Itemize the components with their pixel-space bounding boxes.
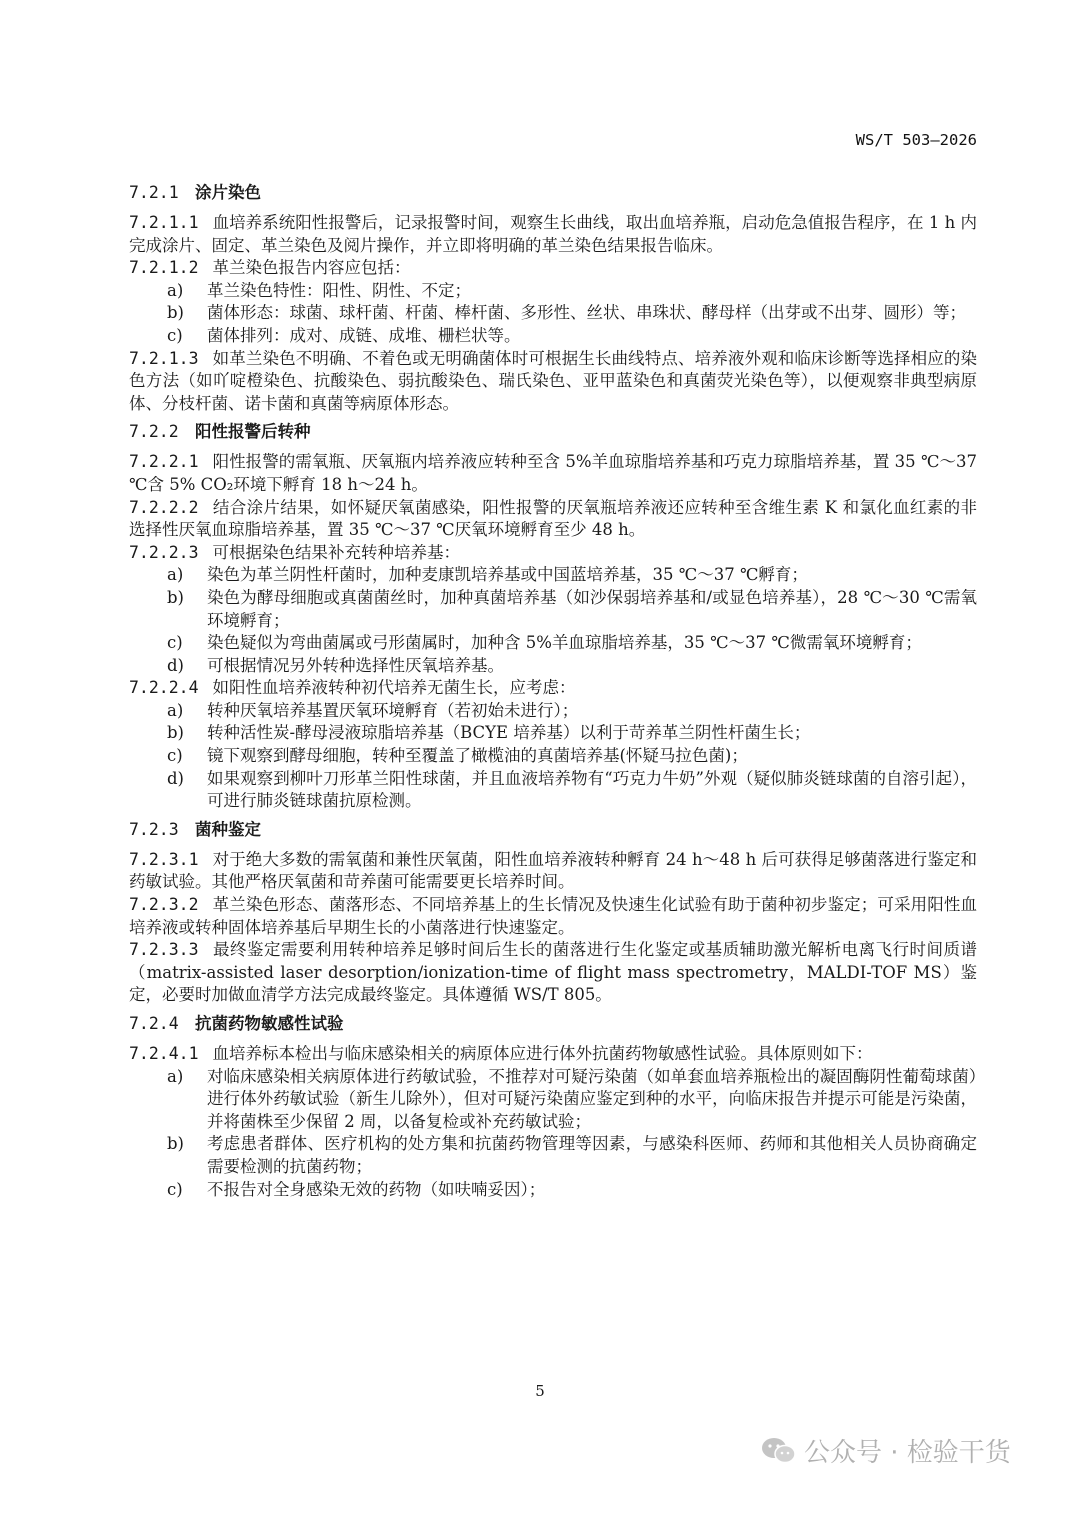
list-item-text: 转种厌氧培养基置厌氧环境孵育（若初始未进行）； — [207, 700, 579, 720]
page-number: 5 — [535, 1382, 545, 1400]
list-item — [129, 745, 977, 768]
list-item-text: 不报告对全身感染无效的药物（如呋喃妥因）； — [207, 1179, 546, 1199]
list-marker: b) — [167, 587, 184, 607]
section-title: 阳性报警后转种 — [195, 422, 311, 442]
watermark — [760, 1432, 1011, 1469]
list-item — [129, 325, 977, 348]
section-heading — [129, 182, 977, 206]
list-item — [129, 700, 977, 723]
list-item-text: 菌体形态：球菌、球杆菌、杆菌、棒杆菌、多形性、丝状、串珠状、酵母样（出芽或不出芽、圆形）等； — [207, 303, 966, 323]
list-item — [129, 280, 977, 303]
list-marker: b) — [167, 723, 184, 743]
list-item-text: 对临床感染相关病原体进行药敏试验，不推荐对可疑污染菌（如单套血培养瓶检出的凝固酶阴性葡萄球菌）进行体外药敏试验（新生儿除外），但对可疑污染菌应鉴定到种的水平，向临床报告并提示可能是污染菌，并将菌株至少保留 2 周，以备复检或补充药敏试验； — [207, 1066, 977, 1131]
list-item — [129, 1133, 977, 1178]
section-title: 菌种鉴定 — [195, 819, 261, 839]
clause-text: 阳性报警的需氧瓶、厌氧瓶内培养液应转种至含 5%羊血琼脂培养基和巧克力琼脂培养基，置 35 ℃～37 ℃含 5% CO₂环境下孵育 18 h～24 h。 — [129, 452, 977, 494]
list-item — [129, 1066, 977, 1134]
list-marker: d) — [167, 768, 184, 788]
clause-paragraph — [129, 497, 977, 542]
section-title: 涂片染色 — [195, 183, 261, 202]
clause-text: 血培养系统阳性报警后，记录报警时间，观察生长曲线，取出血培养瓶，启动危急值报告程序，在 1 h 内完成涂片、固定、革兰染色及阅片操作，并立即将明确的革兰染色结果报告临床。 — [129, 213, 977, 255]
clause-paragraph — [129, 257, 977, 280]
list-item — [129, 302, 977, 325]
list-marker: b) — [167, 303, 184, 323]
clause-text: 血培养标本检出与临床感染相关的病原体应进行体外抗菌药物敏感性试验。具体原则如下： — [212, 1044, 873, 1063]
list-item-text: 如果观察到柳叶刀形革兰阳性球菌，并且血液培养物有“巧克力牛奶”外观（疑似肺炎链球菌的自溶引起），可进行肺炎链球菌抗原检测。 — [207, 768, 977, 811]
section-number: 7.2.4 — [129, 1014, 179, 1033]
clause-paragraph — [129, 677, 977, 700]
list-item — [129, 722, 977, 745]
standard-code: WS/T 503—2026 — [855, 131, 977, 149]
clause-text: 对于绝大多数的需氧菌和兼性厌氧菌，阳性血培养液转种孵育 24 h～48 h 后可获得足够菌落进行鉴定和药敏试验。其他严格厌氧菌和苛养菌可能需要更长培养时间。 — [129, 849, 977, 892]
clause-paragraph — [129, 212, 977, 257]
clause-text: 结合涂片结果，如怀疑厌氧菌感染，阳性报警的厌氧瓶培养液还应转种至含维生素 K 和氯化血红素的非选择性厌氧血琼脂培养基，置 35 ℃～37 ℃厌氧环境孵育至少 48 h。 — [129, 497, 977, 540]
list-item-text: 可根据情况另外转种选择性厌氧培养基。 — [207, 655, 504, 675]
list-item-text: 菌体排列：成对、成链、成堆、栅栏状等。 — [207, 325, 521, 345]
clause-number: 7.2.3.2 — [129, 895, 199, 915]
clause-text: 革兰染色报告内容应包括： — [212, 258, 411, 278]
list-item — [129, 655, 977, 678]
clause-number: 7.2.3.3 — [129, 940, 199, 960]
clause-number: 7.2.1.1 — [129, 213, 199, 232]
list-marker: c) — [167, 746, 183, 766]
clause-text: 可根据染色结果补充转种培养基： — [212, 542, 461, 562]
clause-paragraph — [129, 849, 977, 894]
list-item-text: 革兰染色特性：阳性、阴性、不定； — [207, 280, 471, 300]
clause-paragraph — [129, 1043, 977, 1066]
section-heading — [129, 421, 977, 445]
clause-paragraph — [129, 348, 977, 416]
section-heading — [129, 1013, 977, 1037]
list-marker: c) — [167, 1179, 183, 1199]
list-marker: a) — [167, 1066, 184, 1086]
list-item — [129, 1179, 977, 1202]
list-item-text: 染色为酵母细胞或真菌菌丝时，加种真菌培养基（如沙保弱培养基和/或显色培养基），28 ℃～30 ℃需氧环境孵育； — [207, 587, 977, 630]
clause-number: 7.2.3.1 — [129, 849, 199, 869]
section-heading — [129, 819, 977, 843]
section-number: 7.2.1 — [129, 183, 179, 202]
list-item-text: 染色为革兰阴性杆菌时，加种麦康凯培养基或中国蓝培养基，35 ℃～37 ℃孵育； — [207, 565, 808, 585]
list-item-text: 染色疑似为弯曲菌属或弓形菌属时，加种含 5%羊血琼脂培养基，35 ℃～37 ℃微需氧环境孵育； — [207, 633, 922, 653]
clause-paragraph — [129, 451, 977, 496]
list-item-text: 考虑患者群体、医疗机构的处方集和抗菌药物管理等因素，与感染科医师、药师和其他相关人员协商确定需要检测的抗菌药物； — [207, 1134, 977, 1176]
watermark-text: 公众号 · 检验干货 — [804, 1438, 1011, 1468]
document-body — [129, 176, 977, 1201]
clause-number: 7.2.2.2 — [129, 497, 199, 517]
clause-number: 7.2.2.4 — [129, 678, 199, 698]
list-item-text: 转种活性炭-酵母浸液琼脂培养基（BCYE 培养基）以利于苛养革兰阴性杆菌生长； — [207, 723, 811, 743]
clause-text: 革兰染色形态、菌落形态、不同培养基上的生长情况及快速生化试验有助于菌种初步鉴定；可采用阳性血培养液或转种固体培养基后早期生长的小菌落进行快速鉴定。 — [129, 895, 977, 937]
clause-paragraph — [129, 894, 977, 939]
clause-number: 7.2.1.2 — [129, 258, 199, 278]
clause-text: 最终鉴定需要利用转种培养足够时间后生长的菌落进行生化鉴定或基质辅助激光解析电离飞行时间质谱（matrix-assisted laser desorption/ionization-time of flight mass spectrometry，MALDI-TOF MS）鉴定，必要时加做血清学方法完成最终鉴定。具体遵循 WS/T 805。 — [129, 940, 977, 1005]
list-item — [129, 768, 977, 813]
clause-paragraph — [129, 939, 977, 1007]
list-marker: b) — [167, 1134, 184, 1154]
section-number: 7.2.2 — [129, 422, 179, 442]
wechat-icon — [760, 1435, 798, 1467]
list-item-text: 镜下观察到酵母细胞，转种至覆盖了橄榄油的真菌培养基(怀疑马拉色菌)； — [207, 746, 748, 766]
clause-paragraph — [129, 542, 977, 565]
list-marker: a) — [167, 565, 184, 585]
list-marker: d) — [167, 655, 184, 675]
clause-text: 如阳性血培养液转种初代培养无菌生长，应考虑： — [212, 678, 576, 698]
list-marker: c) — [167, 325, 183, 345]
list-item — [129, 564, 977, 587]
list-item — [129, 587, 977, 632]
clause-number: 7.2.2.1 — [129, 452, 199, 472]
section-number: 7.2.3 — [129, 819, 179, 839]
list-marker: c) — [167, 633, 183, 653]
list-item — [129, 632, 977, 655]
clause-number: 7.2.2.3 — [129, 542, 199, 562]
clause-text: 如革兰染色不明确、不着色或无明确菌体时可根据生长曲线特点、培养液外观和临床诊断等选择相应的染色方法（如吖啶橙染色、抗酸染色、弱抗酸染色、瑞氏染色、亚甲蓝染色和真菌荧光染色等），以便观察非典型病原体、分枝杆菌、诺卡菌和真菌等病原体形态。 — [129, 348, 977, 413]
list-marker: a) — [167, 280, 184, 300]
clause-number: 7.2.1.3 — [129, 348, 199, 368]
list-marker: a) — [167, 700, 184, 720]
section-title: 抗菌药物敏感性试验 — [195, 1014, 344, 1033]
clause-number: 7.2.4.1 — [129, 1044, 199, 1063]
